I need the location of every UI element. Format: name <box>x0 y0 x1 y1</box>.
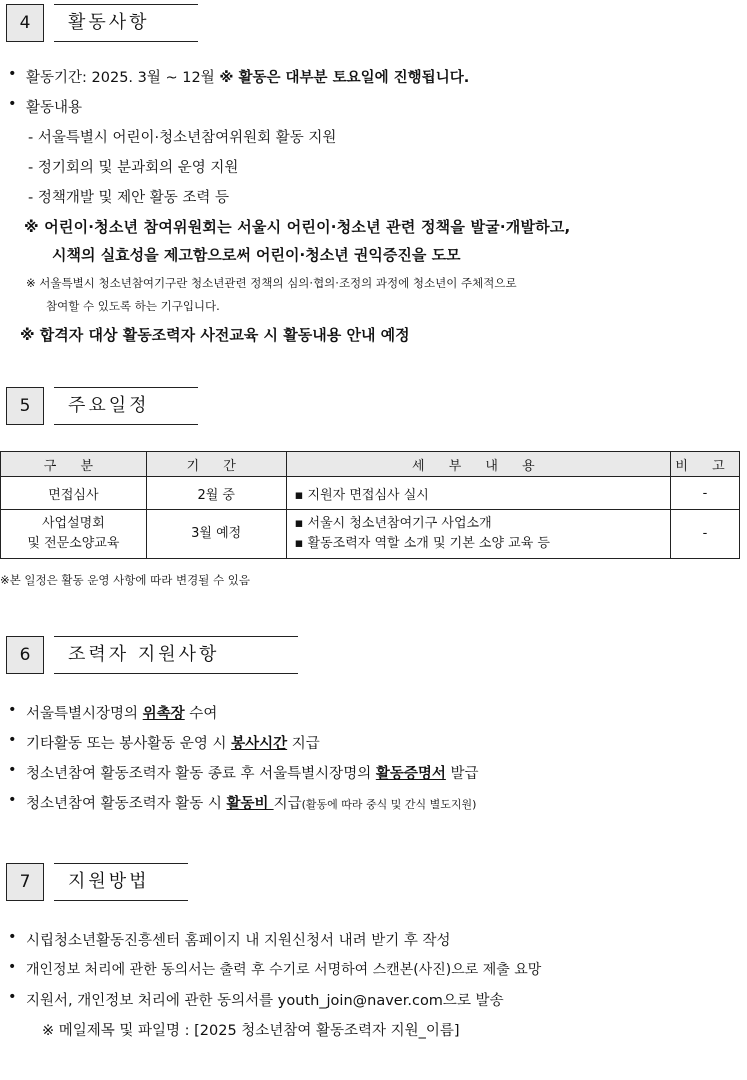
cell-detail-line1: ▪ 서울시 청소년참여기구 사업소개 <box>294 516 492 531</box>
support-text: 지급 <box>273 796 302 812</box>
support-emphasis: 활동증명서 <box>375 766 446 782</box>
pre-education-note: ※ 합격자 대상 활동조력자 사전교육 시 활동내용 안내 예정 <box>20 326 410 344</box>
participation-body-note-line1: ※ 서울특별시 청소년참여기구란 청소년관련 정책의 심의·협의·조정의 과정에 청소년이 주체적으로 <box>26 276 517 290</box>
support-item <box>8 702 217 723</box>
section-number: 6 <box>6 636 44 674</box>
application-text: 시립청소년활동진흥센터 홈페이지 내 지원신청서 내려 받기 후 작성 <box>26 933 451 949</box>
support-text: 청소년참여 활동조력자 활동 시 <box>26 796 227 812</box>
support-text: 발급 <box>445 766 479 782</box>
support-item <box>8 762 479 783</box>
activity-content-label <box>8 96 82 117</box>
support-text: 청소년참여 활동조력자 활동 종료 후 서울특별시장명의 <box>26 766 376 782</box>
activity-period-label: 활동기간: 2025. 3월 ~ 12월 <box>26 70 220 86</box>
cell-category-line2: 및 전문소양교육 <box>27 536 120 551</box>
cell-detail-line2: ▪ 활동조력자 역할 소개 및 기본 소양 교육 등 <box>294 536 550 551</box>
cell-detail: ▪ 지원자 면접심사 실시 <box>286 477 670 510</box>
schedule-header-row <box>1 452 740 477</box>
section-number: 7 <box>6 863 44 901</box>
header-note: 비 고 <box>671 452 740 477</box>
header-detail: 세 부 내 용 <box>286 452 670 477</box>
section-title: 활동사항 <box>54 4 198 42</box>
committee-note-line2: 시책의 실효성을 제고함으로써 어린이·청소년 권익증진을 도모 <box>52 246 461 264</box>
section-title: 주요일정 <box>54 387 198 425</box>
table-row <box>1 510 740 559</box>
application-item <box>8 989 504 1010</box>
application-item <box>8 959 541 979</box>
cell-note: - <box>671 510 740 559</box>
support-emphasis: 위촉장 <box>142 706 185 722</box>
mail-title-note: ※ 메일제목 및 파일명 : [2025 청소년참여 활동조력자 지원_이름] <box>42 1023 460 1039</box>
header-period: 기 간 <box>146 452 286 477</box>
cell-category <box>1 510 147 559</box>
header-category: 구 분 <box>1 452 147 477</box>
support-text: 지급 <box>287 736 320 752</box>
cell-period: 3월 예정 <box>146 510 286 559</box>
support-item <box>8 732 320 753</box>
section-title: 지원방법 <box>54 863 188 901</box>
schedule-footnote: ※본 일정은 활동 운영 사항에 따라 변경될 수 있음 <box>0 573 250 587</box>
activity-item: - 정책개발 및 제안 활동 조력 등 <box>28 190 229 206</box>
application-text: 지원서, 개인정보 처리에 관한 동의서를 youth_join@naver.com으로 발송 <box>26 993 504 1009</box>
activity-item: - 정기회의 및 분과회의 운영 지원 <box>28 160 239 176</box>
support-small-note: (활동에 따라 중식 및 간식 별도지원) <box>301 798 477 811</box>
support-emphasis: 활동비 <box>226 796 274 812</box>
activity-period <box>8 66 469 87</box>
cell-category: 면접심사 <box>1 477 147 510</box>
support-text: 기타활동 또는 봉사활동 운영 시 <box>26 736 232 752</box>
section-number: 5 <box>6 387 44 425</box>
application-text: 개인정보 처리에 관한 동의서는 출력 후 수기로 서명하여 스캔본(사진)으로 제출 요망 <box>26 962 542 978</box>
committee-note-line1: ※ 어린이·청소년 참여위원회는 서울시 어린이·청소년 관련 정책을 발굴·개발하고, <box>24 218 571 236</box>
table-row <box>1 477 740 510</box>
section-number: 4 <box>6 4 44 42</box>
application-item <box>8 929 450 950</box>
cell-period: 2월 중 <box>146 477 286 510</box>
schedule-table <box>0 451 740 559</box>
cell-note: - <box>671 477 740 510</box>
support-item <box>8 792 476 813</box>
activity-content-text: 활동내용 <box>26 100 83 116</box>
activity-period-note: ※ 활동은 대부분 토요일에 진행됩니다. <box>219 70 470 86</box>
cell-detail <box>286 510 670 559</box>
activity-item: - 서울특별시 어린이·청소년참여위원회 활동 지원 <box>28 130 337 146</box>
participation-body-note-line2: 참여할 수 있도록 하는 기구입니다. <box>46 299 220 313</box>
support-emphasis: 봉사시간 <box>231 736 288 752</box>
cell-category-line1: 사업설명회 <box>42 516 105 531</box>
support-text: 서울특별시장명의 <box>26 706 143 722</box>
section-title: 조력자 지원사항 <box>54 636 298 674</box>
support-text: 수여 <box>184 706 218 722</box>
